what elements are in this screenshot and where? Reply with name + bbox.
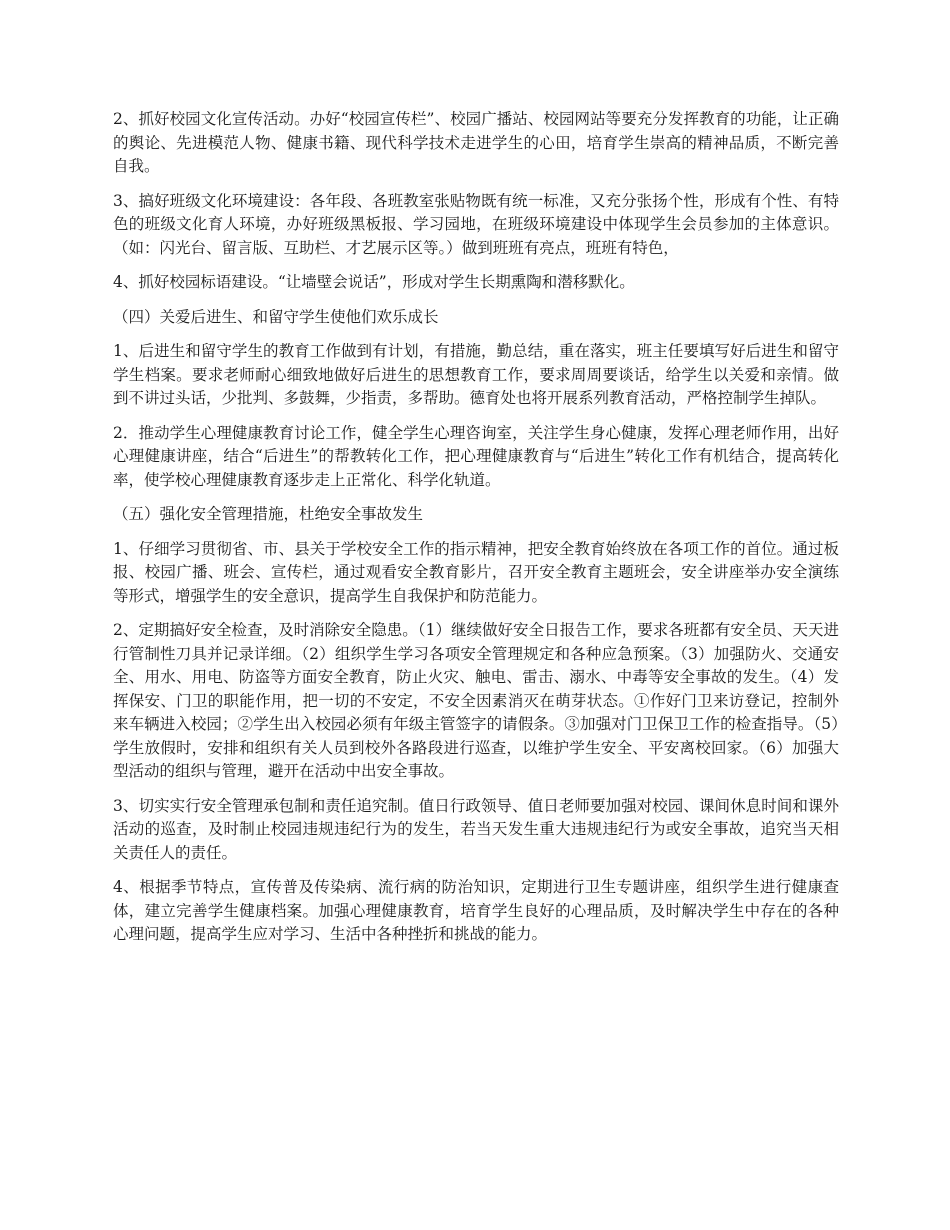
- paragraph-responsibility: 3、切实实行安全管理承包制和责任追究制。值日行政领导、值日老师要加强对校园、课间休息时间和课外活动的巡查，及时制止校园违规违纪行为的发生，若当天发生重大违规违纪行为或安全事故，追究当天相关责任人的责任。: [113, 796, 839, 862]
- paragraph-student-records: 1、后进生和留守学生的教育工作做到有计划，有措施，勤总结，重在落实，班主任要填写好后进生和留守学生档案。要求老师耐心细致地做好后进生的思想教育工作，要求周周要谈话，给学生以关爱和亲情。做到不讲过头话，少批判、多鼓舞，少指责，多帮助。德育处也将开展系列教育活动，严格控制学生掉队。: [113, 342, 839, 407]
- document-body: [113, 108, 839, 958]
- section-heading-care-students: （四）关爱后进生、和留守学生使他们欢乐成长: [113, 307, 439, 326]
- section-heading-safety: （五）强化安全管理措施，杜绝安全事故发生: [113, 505, 424, 523]
- paragraph-safety-education: 1、仔细学习贯彻省、市、县关于学校安全工作的指示精神，把安全教育始终放在各项工作的首位。通过板报、校园广播、班会、宣传栏，通过观看安全教育影片，召开安全教育主题班会，安全讲座举办安全演练等形式，增强学生的安全意识，提高学生自我保护和防范能力。: [113, 539, 839, 605]
- paragraph-campus-slogans: 4、抓好校园标语建设。“让墙壁会说话”，形成对学生长期熏陶和潜移默化。: [113, 273, 635, 291]
- paragraph-health-knowledge: 4、根据季节特点，宣传普及传染病、流行病的防治知识，定期进行卫生专题讲座，组织学生进行健康查体，建立完善学生健康档案。加强心理健康教育，培育学生良好的心理品质，及时解决学生中存在的各种心理问题，提高学生应对学习、生活中各种挫折和挑战的能力。: [113, 878, 839, 943]
- paragraph-mental-health: 2．推动学生心理健康教育讨论工作，健全学生心理咨询室，关注学生身心健康，发挥心理老师作用，出好心理健康讲座，结合“后进生”的帮教转化工作，把心理健康教育与“后进生”转化工作有机结合，提高转化率，使学校心理健康教育逐步走上正常化、科学化轨道。: [113, 423, 839, 489]
- paragraph-safety-inspection: 2、定期搞好安全检查，及时消除安全隐患。（1）继续做好安全日报告工作，要求各班都有安全员、天天进行管制性刀具并记录详细。（2）组织学生学习各项安全管理规定和各种应急预案。（3）加强防火、交通安全、用水、用电、防盗等方面安全教育，防止火灾、触电、雷击、溺水、中毒等安全事故的发生。（4）发挥保安、门卫的职能作用，把一切的不安定，不安全因素消灭在萌芽状态。①作好门卫来访登记，控制外来车辆进入校园；②学生出入校园必须有年级主管签字的请假条。③加强对门卫保卫工作的检查指导。（5）学生放假时，安排和组织有关人员到校外各路段进行巡查，以维护学生安全、平安离校回家。（6）加强大型活动的组织与管理，避开在活动中出安全事故。: [113, 621, 839, 780]
- paragraph-class-environment: 3、搞好班级文化环境建设：各年段、各班教室张贴物既有统一标准，又充分张扬个性，形成有个性、有特色的班级文化育人环境，办好班级黑板报、学习园地，在班级环境建设中体现学生会员参加的主体意识。（如：闪光台、留言版、互助栏、才艺展示区等。）做到班班有亮点，班班有特色，: [113, 191, 839, 257]
- paragraph-culture-promotion: 2、抓好校园文化宣传活动。办好“校园宣传栏”、校园广播站、校园网站等要充分发挥教育的功能，让正确的舆论、先进模范人物、健康书籍、现代科学技术走进学生的心田，培育学生崇高的精神品质，不断完善自我。: [113, 110, 839, 175]
